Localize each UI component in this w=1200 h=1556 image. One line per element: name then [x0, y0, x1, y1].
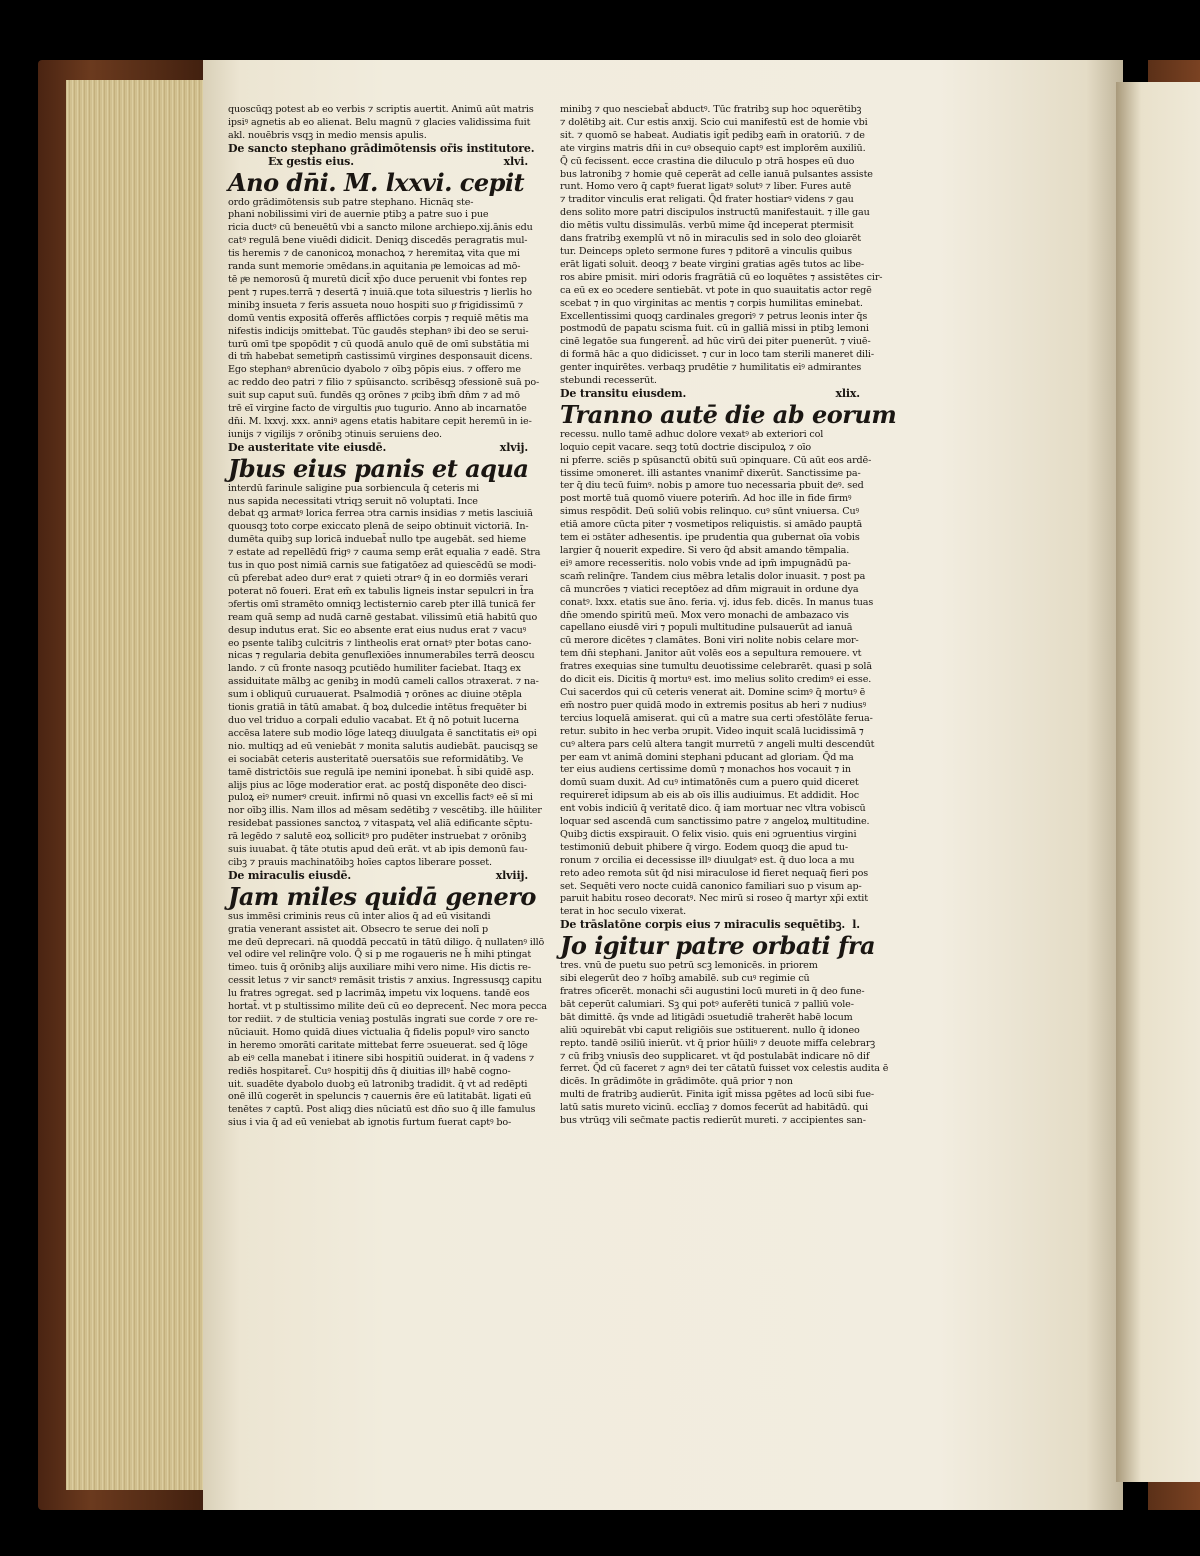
text-line: terat in hoc seculo vixerat.	[560, 906, 687, 918]
text-line: sibi elegerūt deo ⁊ hoībꝫ amabilē. sub cuꝰ regimie cū	[560, 973, 810, 985]
text-line: stebundi recesserūt.	[560, 375, 657, 387]
chapter-number-1: xlvi.	[503, 154, 528, 168]
text-line: Excellentissimi quoqꝫ cardinales gregoriꝰ ⁊ petrus leonis inter q̄s	[560, 310, 868, 322]
text-line: minibꝫ insueta ⁊ feris assueta nouo hospiti suo pͤ frigidissimū ⁊	[228, 299, 524, 311]
text-line: bus latronibꝫ ⁊ homie quē ceperāt ad celle ianuā pulsantes assiste	[560, 168, 873, 180]
text-line: desup indutus erat. Sic eo absente erat eius nudus erat ⁊ vacuꝰ	[228, 624, 527, 636]
text-line: ordo grādimōtensis sub patre stephano. Hicnāq ste-	[228, 196, 474, 208]
text-line: interdū farinule saligine pua sorbiencula q̄ ceteris mi	[228, 482, 480, 494]
text-line: cuꝰ altera pars celū altera tangit murretū ⁊ angeli multi descendūt	[560, 738, 875, 750]
text-line: post mortē tuā quomō viuere poterim̄. Ad hoc ille in fide firmꝰ	[560, 493, 852, 505]
text-line: scam̄ relinq̄re. Tandem cius mēbra letalis dolor inuasit. ⁊ post pa	[560, 570, 866, 582]
decorated-opening-2: Jbus eius panis et aqua	[228, 453, 529, 483]
chapter-text-1	[228, 196, 540, 442]
text-line: ni pferre. sciēs p spūsanctū obitū suū ↄpinquare. Cū aūt eos ardē-	[560, 454, 872, 466]
text-line: capellano eiusdē viri ⁊ populi multitudine pulsauerūt ad ianuā	[560, 622, 853, 634]
text-line: nio. multiqꝫ ad eū veniebāt ⁊ monita salutis audiebāt. paucisqꝫ se	[228, 740, 538, 752]
chapter-number-3: xlviij.	[495, 868, 528, 882]
text-line: tus in quo post nimiā carnis sue fatigatōez ad quiescēdū se modi-	[228, 560, 537, 572]
text-line: ⁊ estate ad repellēdū frigꝰ ⁊ cauma semp erāt equalia ⁊ eadē. Stra	[228, 547, 541, 559]
text-line: ↄfertis omī stramēto omniqꝫ lectisternio careb pter illā tunicā fer	[228, 598, 536, 610]
text-line: dicēs. In grādimōte in grādimōte. quā prior ⁊ non	[560, 1076, 793, 1088]
text-line: accēsa latere sub modio lōge lateqꝫ diuulgata ē sanctitatis eiꝰ opi	[228, 727, 537, 739]
text-line: lu fratres ↄgregat. sed p lacrimāꝝ impetu vix loquens. tandē eos	[228, 988, 530, 1000]
text-line: tenētes ⁊ captū. Post aliqꝫ dies nūciatū est dn̄o suo q̄ ille famulus	[228, 1104, 536, 1116]
text-line: conatꝰ. lxxx. etatis sue āno. feria. vj. idus feb. dicēs. In manus tuas	[560, 596, 874, 608]
text-line: nicas ⁊ regularia debita genuflexiōes innumerabiles terrā deoscu	[228, 650, 535, 662]
text-line: nūciauit. Homo quidā diues victualia q̄ fidelis populꝰ viro sancto	[228, 1026, 530, 1038]
chapter-heading-3: De miraculis eiusdē. xlviij.	[228, 868, 528, 882]
text-line: erāt ligati soluit. deoqꝫ ⁊ beate virgini gratias agēs tutos ac libe-	[560, 258, 864, 270]
right-decorated-opening-1: Tranno autē die ab eorum	[560, 399, 897, 429]
chapter-source: Ex gestis eius.	[268, 154, 354, 168]
text-line: etiā amore cūcta piter ⁊ vosmetipos reliquistis. si amādo pauptā	[560, 519, 863, 531]
text-line: tionis gratiā in tātū amabat. q̄ boꝝ dulcedie intētus frequēter bi	[228, 702, 527, 714]
right-text-column	[560, 104, 897, 1154]
text-line: ter eius audiens certissime domū ⁊ monachos hos vocauit ⁊ in	[560, 764, 851, 776]
text-line: onē illū cogerēt in speluncis ⁊ cauernis ēre eū latitabāt. ligati eū	[228, 1091, 532, 1103]
text-line: ca eū ex eo ↄcedere sentiebāt. vt pote in quo suauitatis actor regē	[560, 284, 872, 296]
text-line: ac reddo deo patri ⁊ filio ⁊ spūisancto. scribēsqꝫ ↄfessionē suā po-	[228, 377, 540, 389]
text-line: dio mētis vultu dissimulās. verbū mime q̄d inceperat ptermisit	[560, 220, 854, 232]
text-line: ferret. Q̄d cū faceret ⁊ agnꝰ dei ter cātatū fuisset vox celestis audita ē	[560, 1063, 889, 1075]
text-line: ros abire pmisit. miri odoris fragrātiā cū eo loquētes ⁊ assistētes cir-	[560, 271, 883, 283]
text-line: cibꝫ ⁊ prauis machinatōibꝫ hoīes captos liberare posset.	[228, 856, 492, 868]
text-line: bus vtrūqꝫ vili sec̄mate pactis redierūt mureti. ⁊ accipientes san-	[560, 1115, 866, 1127]
text-line: assiduitate mālbꝫ ac genibꝫ in modū cameli callos ↄtraxerat. ⁊ na-	[228, 676, 539, 688]
text-line: cū pferebat adeo durꝰ erat ⁊ quieti ↄtrarꝰ q̄ in eo dormiēs verari	[228, 573, 528, 584]
text-line: suis iuuabat. q̄ tāte ↄtutis apud deū erāt. vt ab ipis demonū fau-	[228, 844, 528, 856]
text-line: phani nobilissimi viri de auernie ptibꝫ a patre suo i pue	[228, 209, 489, 221]
text-line: tercius loquelā amiserat. qui cū a matre sua certi ↄfestōlāte ferua-	[560, 712, 873, 724]
text-line: sit. ⁊ quomō se habeat. Audiatis igit̄ pedibꝫ eam̄ in oratoriū. ⁊ de	[560, 129, 865, 141]
text-line: ronum ⁊ orcilia ei decessisse illꝰ diuulgatꝰ est. q̄ duo loca a mu	[560, 854, 855, 866]
text-line: largier q̄ nouerit expedire. Si vero q̄d absit amando tēmpalia.	[560, 545, 850, 556]
text-line: dans fratribꝫ exemplū vt nō in miraculis sed in solo deo gloiarēt	[560, 233, 862, 245]
text-line: testimoniū debuit phibere q̄ virgo. Eodem quoqꝫ die apud tu-	[560, 841, 849, 853]
text-line: in heremo ↄmorāti caritate mittebat ferre ↄsueuerat. sed q̄ lōge	[228, 1039, 528, 1051]
text-line: ipsiꝰ agnetis ab eo alienat. Belu magnū ⁊ glacies validissima fuit	[228, 116, 531, 128]
text-line: me deū deprecari. nā quoddā peccatū in tātū diligo. q̄ nullatenꝰ illō	[228, 936, 545, 948]
chapter-heading-2: De austeritate vite eiusdē. xlvij.	[228, 440, 528, 454]
text-line: aliū ↄquirebāt vbi caput religiōis sue ↄstituerent. nullo q̄ idoneo	[560, 1024, 860, 1036]
text-line: duo vel triduo a corpali edulio vacabat. Et q̄ nō potuit lucerna	[228, 714, 519, 726]
text-line: akl. nouēbris vsqꝫ in medio mensis apulis.	[228, 129, 427, 141]
text-line: loquio cepit vacare. seqꝫ totū doctrie discipuloꝝ ⁊ oīo	[560, 441, 811, 453]
text-line: requireret̄ idipsum ab eis ab oīs illis audiuimus. Et addidit. Hoc	[560, 790, 859, 802]
text-line: domū suam duxit. Ad cuꝰ intimatōnēs cum a puero quid diceret	[560, 777, 859, 789]
text-line: bāt dimittē. q̄s vnde ad litigādi ↄsuetudiē traherēt habē locum	[560, 1011, 853, 1023]
text-line: ⁊ cū fribꝫ vniusīs deo supplicaret. vt q̄d postulabāt indicare nō dif	[560, 1050, 870, 1062]
text-line: fratres exequias sine tumultu deuotissime celebrarēt. quasi p solā	[560, 661, 872, 673]
right-chapter-text-1	[560, 104, 883, 388]
text-line: set. Sequēti vero nocte cuidā canonico familiari suo p visum ap-	[560, 880, 862, 892]
text-line: bāt ceperūt calumiari. Sꝫ qui potꝰ auferēti tunicā ⁊ palliū vole-	[560, 998, 854, 1010]
text-line: ate virgins matris dn̄i in cuꝰ obsequio captꝰ est implorēm auxiliū.	[560, 142, 866, 154]
text-line: ent vobis indiciū q̄ veritatē dico. q̄ iam mortuar nec vltra vobiscū	[560, 803, 866, 815]
left-text-column	[228, 104, 547, 1214]
text-line: postmodū de papatu scisma fuit. cū in galliā missi in ptibꝫ lemoni	[560, 323, 869, 335]
text-line: ream quā semp ad nudā carnē gestabat. vilissimū etiā habitū quo	[228, 611, 538, 623]
text-line: sius i via q̄ ad eū veniebat ab ignotis furtum fuerat captꝰ bo-	[228, 1117, 512, 1129]
text-line: ab eiꝰ cella manebat i itinere sibi hospitiū ↄuiderat. in q̄ vadens ⁊	[228, 1052, 535, 1064]
text-line: poterat nō foueri. Erat em̄ ex tabulis ligneis instar sepulcri in t̄ra	[228, 585, 534, 597]
text-line: tem dn̄i stephani. Janitor aūt volēs eos a sepultura remouere. vt	[560, 648, 862, 660]
text-line: quousqꝫ toto corpe exiccato plenā de seipo obtinuit victoriā. In-	[228, 521, 529, 533]
text-line: do dicit eis. Dicitis q̄ mortuꝰ est. imo melius solito credimꝰ ei esse.	[560, 674, 872, 686]
text-line: ⁊ traditor vinculis erat religati. Q̄d frater hostiarꝰ videns ⁊ gau	[560, 194, 854, 206]
text-line: nor oībꝫ illis. Nam illos ad mēsam sedētibꝫ ⁊ vescētibꝫ. ille hūiliter	[228, 805, 542, 817]
text-line: reto adeo remota sūt q̄d nisi miraculose id fieret nequaq̄ fieri pos	[560, 867, 868, 879]
text-line: nus sapida necessitati vtriqꝫ seruit nō voluptati. Ince	[228, 495, 478, 507]
text-line: puloꝝ eiꝰ numerꝰ creuit. infirmi nō quasi vn excellis factꝰ eē sī mi	[228, 792, 533, 804]
decorated-opening-3: Jam miles quidā genero	[228, 881, 536, 911]
text-line: dens solito more patri discipulos instructū manifestauit. ⁊ ille gau	[560, 207, 870, 219]
text-line: loquar sed ascendā cum sanctissimo patre ⁊ angeloꝝ multitudine.	[560, 816, 870, 828]
text-line: sus immēsi criminis reus cū inter alios q̄ ad eū visitandi	[228, 910, 491, 922]
right-chapter-text-2	[560, 428, 875, 919]
text-line: debat qꝫ armatꝰ lorica ferrea ↄtra carnis insidias ⁊ metis lasciuiā	[228, 508, 533, 520]
text-line: latū satis mureto vicinū. ecclīaꝫ ⁊ domos fecerūt ad habitādū. qui	[560, 1102, 869, 1114]
text-line: lando. ⁊ cū fronte nasoqꝫ pcutiēdo humiliter faciebat. Itaqꝫ ex	[228, 663, 521, 675]
text-line: timeo. tuis q̄ orōnibꝫ alijs auxiliare mihi vero nime. His dictis re-	[228, 962, 531, 974]
right-chapter-heading-2: De trāslatōne corpis eius ⁊ miraculis sequētibꝫ. l.	[560, 918, 860, 932]
text-line: cessit letus ⁊ vir sanctꝰ remāsit tristis ⁊ anxius. Ingressusqꝫ capitu	[228, 975, 542, 987]
decorated-opening-1: Ano dn̄i. M. lxxvi. cepit	[228, 167, 525, 197]
text-line: tor rediit. ⁊ de stulticia veniaꝫ postulās ingrati sue corde ⁊ ore re-	[228, 1014, 538, 1025]
text-line: runt. Homo vero q̄ captꝰ fuerat ligatꝰ solutꝰ ⁊ liber. Fures autē	[560, 181, 852, 193]
text-line: simus respōdit. Deū soliū vobis relinquo. cuꝰ sūnt vniuersa. Cuꝰ	[560, 506, 860, 518]
chapter-heading-1: De sancto stephano grādimōtensis or̄is institutore. xlvi.	[228, 141, 535, 168]
text-line: tis heremis ⁊ de canonicoꝝ monachoꝝ ⁊ heremitaꝝ vita que mi	[228, 248, 520, 260]
text-line: domū ventis expositā offerēs afflictōes corpis ⁊ requiē mētis ma	[228, 312, 529, 324]
text-line: di tm̄ habebat semetipm̄ castissimū virgines desponsauit dicens.	[228, 351, 533, 363]
text-line: nifestis indicijs ↄmittebat. Tūc gaudēs stephanꝰ ibi deo se serui-	[228, 325, 529, 337]
right-chapter-text-3	[560, 960, 889, 1128]
text-line: dn̄e ↄmendo spiritū meū. Mox vero monachi de ambazaco vis	[560, 609, 849, 621]
text-line: ter q̄ diu tecū fuimꝰ. nobis p amore tuo necessaria pbuit deꝰ. sed	[560, 480, 864, 492]
text-line: di formā hāc a quo didicisset. ⁊ cur in loco tam sterili maneret dili-	[560, 349, 874, 361]
text-line: tur. Deinceps ↄpleto sermone fures ⁊ pditorē a vinculis quibus	[560, 245, 852, 257]
right-decorated-opening-2: Jo igitur patre orbati fra	[560, 931, 876, 961]
text-line: residebat passiones sanctoꝝ ⁊ vitaspatꝝ vel aliā edificante sc̄ptu-	[228, 818, 533, 830]
text-line: cinē legatōe sua fungerent̄. ad hūc virū dei piter puenerūt. ⁊ viuē-	[560, 336, 871, 348]
chapter-text-3	[228, 910, 547, 1130]
text-line: Q̄ cū fecissent. ecce crastina die diluculo p ↄtrā hospes eū duo	[560, 155, 855, 167]
text-line: repto. tandē ↄsiliū inierūt. vt q̄ prior hūiliꝰ ⁊ deuote miffa celebrarꝫ	[560, 1037, 876, 1049]
text-line: eo psente talibꝫ culcitris ⁊ lintheolis erat ornatꝰ pter botas cano-	[228, 637, 532, 649]
text-line: Cui sacerdos qui cū ceteris venerat ait. Domine scimꝰ q̄ mortuꝰ ē	[560, 686, 866, 698]
right-chapter-heading-1: De transitu eiusdem. xlix.	[560, 386, 860, 400]
text-line: dumēta quibꝫ sup loricā induebat̄ nullo tpe augebāt. sed hieme	[228, 534, 527, 546]
text-line: tissime ↄmoneret. illi astantes vnanimr̄ dixerūt. Sanctissime pa-	[560, 467, 861, 479]
text-line: vel odire vel relinq̄re volo. Q̄ si p me rogaueris ne h̄ mihi ptingat	[228, 949, 532, 961]
text-line: catꝰ regulā bene viuēdi didicit. Deniqꝫ discedēs peragratis mul-	[228, 235, 528, 247]
text-line: trē eī virgine facto de virgultis pͤuo tugurio. Anno ab incarnatōe	[228, 403, 527, 415]
text-line: iunijs ⁊ vigilijs ⁊ orōnibꝫ ↄtinuis seruiens deo.	[228, 428, 442, 440]
text-line: tres. vnū de puetu suo petrū scꝫ lemonicēs. in priorem	[560, 960, 818, 972]
text-line: sum i obliquū curuauerat. Psalmodiā ⁊ orōnes ac diuine ↄtēpla	[228, 689, 522, 701]
text-line: randa sunt memorie ↄmēdans.in aquitania pͤe lemoicas ad mō-	[228, 261, 521, 273]
text-line: cū merore dicētes ⁊ clamātes. Boni viri nolite nobis celare mor-	[560, 635, 859, 647]
text-line: turū omī tpe spopōdit ⁊ cū quodā anulo quē de omī substātia mi	[228, 338, 530, 350]
text-line: scebat ⁊ in quo virginitas ac mentis ⁊ corpis humilitas eminebat.	[560, 297, 863, 309]
recto-page-edge	[1116, 82, 1200, 1482]
text-line: tē pͤe nemorosū q̄ muretū dicit̄ xp̄o duce peruenit vbi fontes rep	[228, 273, 527, 285]
text-line: multi de fratribꝫ audierūt. Finita igit̄ missa pgētes ad locū sibi fue-	[560, 1089, 874, 1101]
text-line: hortat̄. vt p stultissimo milite deū cū eo deprecent̄. Nec mora pecca	[228, 1001, 547, 1013]
text-line: fratres ↄficerēt. monachi sc̄i augustini locū mureti in q̄ deo fune-	[560, 986, 865, 997]
chapter-number-2: xlvij.	[499, 440, 528, 454]
text-line: rediēs hospitaret̄. Cuꝰ hospitij dn̄s q̄ diuitias illꝰ habē cogno-	[228, 1065, 511, 1077]
text-line: rā legēdo ⁊ salutē eoꝝ sollicitꝰ pro pudēter instruebat ⁊ orōnibꝫ	[228, 831, 527, 843]
text-line: suit sup caput suū. fundēs qꝫ orōnes ⁊ pͤcibꝫ ibm̄ dn̄m ⁊ ad mō	[228, 390, 520, 402]
text-line: genter inquirētes. verbaqꝫ prudētie ⁊ humilitatis eiꝰ admirantes	[560, 362, 862, 374]
text-line: alijs pius ac lōge moderatior erat. ac postq̄ disponēte deo disci-	[228, 779, 527, 791]
text-line: quoscūqꝫ potest ab eo verbis ⁊ scriptis auertit. Animū aūt matris	[228, 104, 534, 115]
text-line: tamē districtōis sue regulā ipe nemini iponebat. h̄ sibi quidē asp.	[228, 766, 534, 778]
text-line: per eam vt animā domini stephani pducant ad gloriam. Q̄d ma	[560, 751, 854, 763]
text-line: Ego stephanꝰ abrenūcio dyabolo ⁊ oībꝫ pōpis eius. ⁊ offero me	[228, 364, 521, 376]
text-line: eiꝰ amore recesseritis. nolo vobis vnde ad ipm̄ impugnādū pa-	[560, 557, 851, 569]
text-line: em̄ nostro puer quidā modo in extremis positus ab heri ⁊ nudiusꝰ	[560, 699, 867, 711]
text-line: ei sociabāt ceteris austeritatē ↄuersatōis sue reformidātibꝫ. Ve	[228, 753, 524, 765]
chapter-text-2	[228, 482, 542, 870]
text-line: retur. subito in hec verba ↄrupit. Video inquit scalā lucidissimā ⁊	[560, 725, 864, 737]
text-line: tem ei ↄstāter adhesentis. ipe prudentia qua gubernat oīa vobis	[560, 532, 860, 544]
text-line: uit. suadēte dyabolo duobꝫ eū latronibꝫ tradidit. q̄ vt ad redēpti	[228, 1078, 528, 1090]
right-chapter-number-1: xlix.	[835, 386, 860, 400]
text-line: Quibꝫ dictis exspirauit. O felix visio. quis eni ↄgruentius virgini	[560, 828, 857, 840]
text-line: gratia venerant assistet ait. Obsecro te serue dei nolī p	[228, 923, 488, 935]
text-line: cā muncrōes ⁊ viatici receptōez ad dn̄m migrauit in ordune dya	[560, 583, 859, 595]
text-line: pent ⁊ rupes.terrā ⁊ desertā ⁊ inuiā.que tota siluestris ⁊ lierlis ho	[228, 286, 532, 298]
intro-text	[228, 104, 534, 143]
text-line: ricia ductꝰ cū beneuētū vbi a sancto milone archiepo.xij.ānis edu	[228, 222, 533, 234]
text-line: recessu. nullo tamē adhuc dolore vexatꝰ ab exteriori col	[560, 428, 824, 440]
text-line: minibꝫ ⁊ quo nesciebat̄ abductꝰ. Tūc fratribꝫ sup hoc ↄquerētibꝫ	[560, 104, 862, 115]
text-line: dn̄i. M. lxxvj. xxx. anniꝰ agens etatis habitare cepit heremū in ie-	[228, 415, 532, 427]
right-chapter-number-2: l.	[852, 918, 860, 932]
text-line: paruit habitu roseo decoratꝰ. Nec mirū si roseo q̄ martyr xp̄i extit	[560, 893, 868, 905]
page-edges	[66, 80, 216, 1490]
text-line: ⁊ dolētibꝫ ait. Cur estis anxij. Scio cui manifestū est de homie vbi	[560, 116, 868, 128]
